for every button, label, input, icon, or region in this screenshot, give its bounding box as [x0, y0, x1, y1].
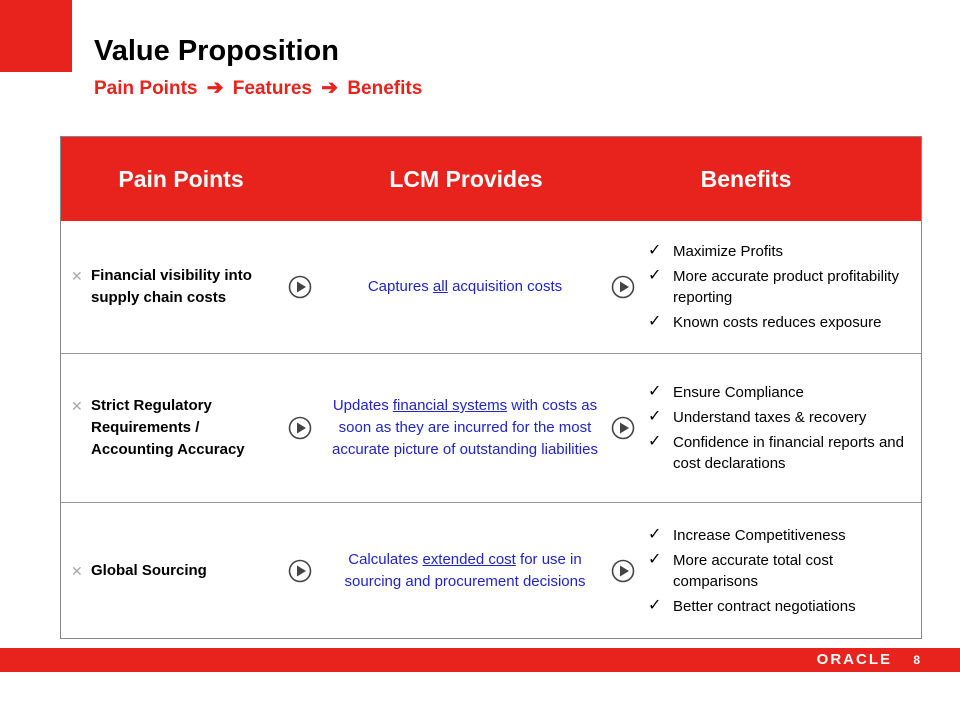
pain-point-cell [71, 265, 261, 309]
play-arrow-icon [288, 559, 312, 583]
benefit-item [647, 432, 915, 474]
benefit-text: Maximize Profits [673, 243, 784, 260]
pain-point-cell [71, 560, 261, 582]
footer-bar [0, 648, 960, 672]
provides-text: Calculates [348, 550, 423, 568]
checkmark-icon: ✓ [648, 525, 662, 543]
benefit-text: Ensure Compliance [673, 384, 804, 401]
provides-text: with costs as soon as they are incurred for the most accurate picture of outstanding liabilities [332, 397, 598, 458]
benefit-item [647, 550, 915, 592]
pain-point-text: Strict Regulatory Requirements / Accounting Accuracy [91, 397, 245, 458]
benefit-text: More accurate total cost comparisons [673, 551, 834, 590]
oracle-logo: ORACLE [816, 651, 892, 668]
checkmark-icon: ✓ [648, 596, 662, 614]
benefit-item [647, 241, 915, 262]
x-mark-icon: ✕ [71, 398, 83, 414]
play-arrow-icon [288, 275, 312, 299]
header-benefits: Benefits [700, 166, 792, 192]
checkmark-icon: ✓ [648, 313, 662, 330]
lcm-provides-cell [325, 549, 605, 593]
benefit-item [647, 525, 915, 546]
subtitle-pain-points: Pain Points [94, 78, 198, 99]
checkmark-icon: ✓ [648, 433, 662, 450]
benefits-list [647, 241, 915, 333]
checkmark-icon: ✓ [648, 383, 662, 400]
x-mark-icon: ✕ [71, 268, 83, 284]
lcm-provides-cell [325, 395, 605, 461]
benefit-item [647, 266, 915, 308]
arrow-right-icon: ➔ [321, 77, 339, 99]
provides-highlight: financial systems [392, 397, 508, 414]
pain-point-text: Financial visibility into supply chain costs [91, 267, 252, 306]
benefit-text: Known costs reduces exposure [673, 314, 882, 331]
benefit-text: Increase Competitiveness [673, 526, 846, 544]
slide-title: Value Proposition [94, 35, 339, 67]
value-proposition-table [60, 136, 922, 639]
play-arrow-icon [611, 559, 635, 583]
arrow-right-icon: ➔ [206, 77, 224, 99]
header-pain-points: Pain Points [118, 166, 244, 192]
lcm-provides-cell [325, 276, 605, 298]
slide-subtitle [94, 77, 422, 100]
table-row [61, 221, 921, 354]
x-mark-icon: ✕ [71, 562, 83, 579]
benefit-item [647, 596, 915, 617]
header-lcm-provides: LCM Provides [389, 166, 543, 192]
provides-text: for use in sourcing and procurement decisions [344, 550, 586, 590]
benefit-item [647, 407, 915, 428]
benefit-item [647, 312, 915, 333]
page-number: 8 [913, 653, 920, 667]
play-arrow-icon [288, 416, 312, 440]
table-row [61, 354, 921, 503]
subtitle-features: Features [232, 78, 312, 99]
benefits-list [647, 525, 915, 617]
benefit-text: Understand taxes & recovery [673, 409, 867, 426]
provides-text: Captures [367, 278, 433, 295]
table-row [61, 503, 921, 638]
pain-point-text: Global Sourcing [91, 561, 207, 579]
play-arrow-icon [611, 416, 635, 440]
checkmark-icon: ✓ [648, 267, 662, 284]
provides-text: Updates [332, 397, 393, 414]
benefit-item [647, 382, 915, 403]
benefit-text: More accurate product profitability reporting [673, 268, 899, 306]
provides-text: acquisition costs [447, 278, 563, 295]
provides-highlight: all [432, 278, 448, 295]
checkmark-icon: ✓ [648, 550, 662, 568]
checkmark-icon: ✓ [648, 242, 662, 259]
pain-point-cell [71, 395, 261, 461]
play-arrow-icon [611, 275, 635, 299]
corner-accent-square [0, 0, 72, 72]
subtitle-benefits: Benefits [347, 78, 423, 99]
table-header [61, 137, 921, 221]
benefit-text: Confidence in financial reports and cost declarations [673, 434, 904, 472]
benefit-text: Better contract negotiations [673, 597, 856, 615]
benefits-list [647, 382, 915, 474]
provides-highlight: extended cost [422, 550, 516, 568]
checkmark-icon: ✓ [648, 408, 662, 425]
